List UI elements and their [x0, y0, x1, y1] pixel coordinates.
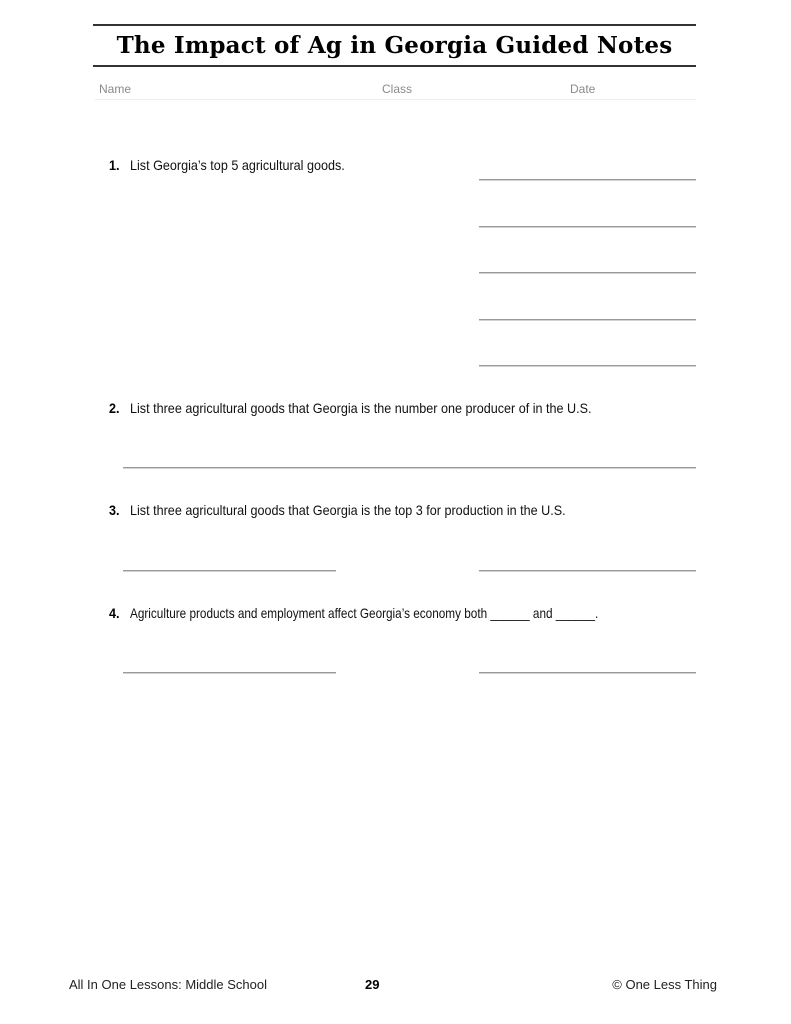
date-field-label: Date [570, 82, 596, 96]
question-number: 2. [109, 400, 120, 416]
name-field-label: Name [99, 82, 132, 96]
answer-line-2[interactable] [479, 226, 696, 228]
class-field-label: Class [382, 82, 413, 96]
answer-line-4[interactable] [479, 319, 696, 321]
answer-line-1[interactable] [123, 672, 336, 674]
question-number: 1. [109, 157, 120, 173]
question-number: 3. [109, 502, 120, 518]
question-text: List three agricultural goods that Georgia is the top 3 for production in the U.S. [130, 502, 566, 518]
page-title: The Impact of Ag in Georgia Guided Notes [116, 32, 673, 59]
question-text: Agriculture products and employment affect Georgia’s economy both ______ and ______. [130, 605, 599, 621]
footer-copyright: © One Less Thing [612, 977, 717, 992]
footer-series-title: All In One Lessons: Middle School [69, 977, 267, 992]
page-number: 29 [365, 977, 380, 992]
answer-line-1[interactable] [123, 570, 336, 572]
question-text: List three agricultural goods that Georgia is the number one producer of in the U.S. [130, 400, 592, 416]
answer-line-5[interactable] [479, 365, 696, 367]
title-rule-bottom [93, 65, 696, 67]
question-number: 4. [109, 605, 120, 621]
answer-line-2[interactable] [479, 672, 696, 674]
answer-line-1[interactable] [123, 467, 696, 469]
name-class-date-line[interactable] [95, 99, 696, 100]
title-rule-top [93, 24, 696, 26]
answer-line-3[interactable] [479, 272, 696, 274]
answer-line-2[interactable] [479, 570, 696, 572]
question-text: List Georgia’s top 5 agricultural goods. [130, 157, 345, 173]
answer-line-1[interactable] [479, 179, 696, 181]
